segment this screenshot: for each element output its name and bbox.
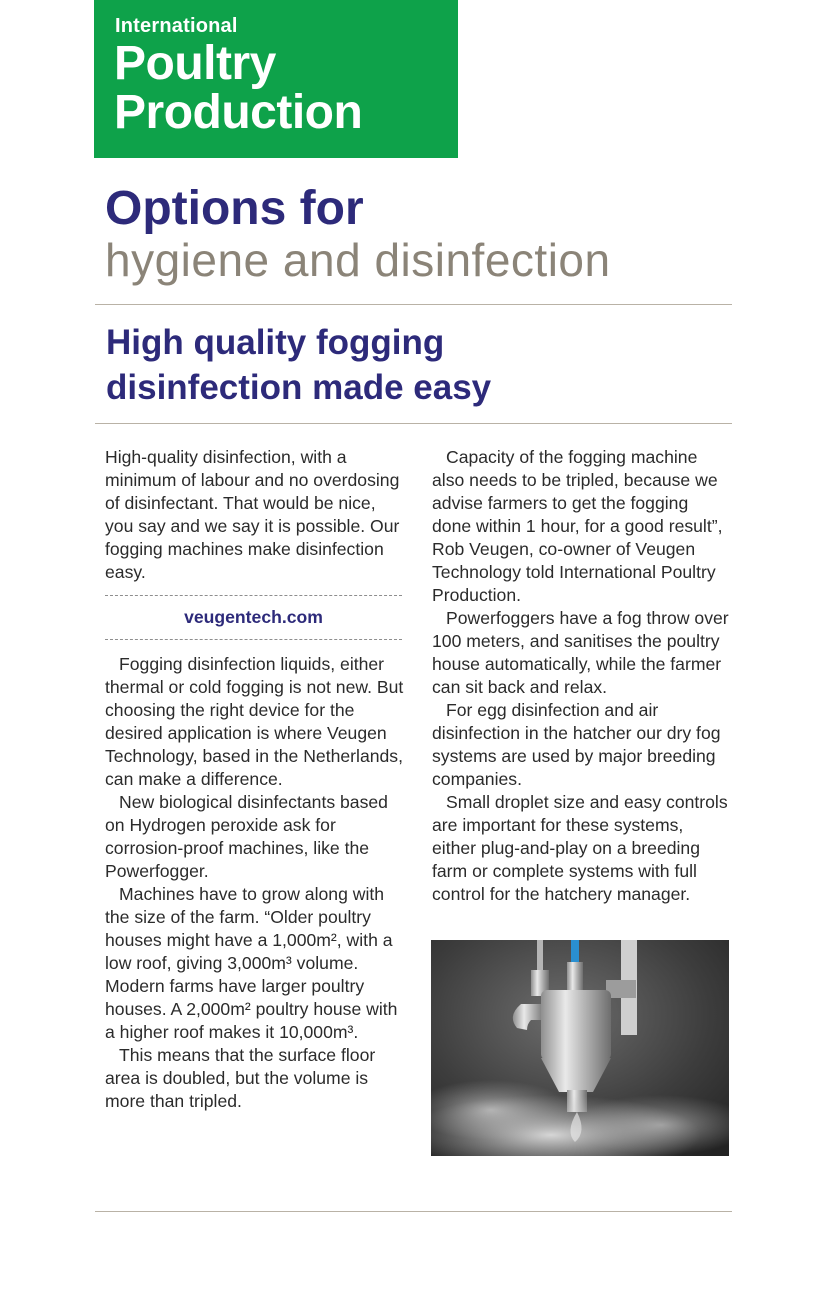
masthead-international: International xyxy=(115,15,238,37)
body-paragraph: Capacity of the fogging machine also needs to be tripled, because we advise farmers to get the fogging done within 1 hour, for a good result”, Rob Veugen, co-owner of Veugen Technology told International Poultry Production. xyxy=(432,447,723,605)
article-left-column xyxy=(105,653,405,1113)
body-paragraph: Powerfoggers have a fog throw over 100 meters, and sanitises the poultry house automatically, while the farmer can sit back and relax. xyxy=(432,608,729,697)
body-paragraph: New biological disinfectants based on Hydrogen peroxide ask for corrosion-proof machines, like the Powerfogger. xyxy=(105,792,388,881)
headline-divider xyxy=(95,423,732,424)
website-link[interactable]: veugentech.com xyxy=(184,607,323,627)
body-paragraph: Machines have to grow along with the size of the farm. “Older poultry houses might have a 1,000m², with a low roof, giving 3,000m³ volume. Modern farms have larger poultry houses. A 2,000m² poultry house with a higher roof makes it 10,000m³. xyxy=(105,884,398,1042)
section-title: Options for xyxy=(105,182,364,235)
masthead-production: Production xyxy=(114,86,363,139)
website-divider-top xyxy=(105,595,402,596)
body-paragraph: Fogging disinfection liquids, either thermal or cold fogging is not new. But choosing the right device for the desired application is where Veugen Technology, based in the Netherlands, can make a difference. xyxy=(105,654,404,789)
article-right-column xyxy=(432,446,732,906)
page-bottom-rule xyxy=(95,1211,732,1212)
body-paragraph: This means that the surface floor area is doubled, but the volume is more than tripled. xyxy=(105,1045,376,1111)
article-headline xyxy=(106,320,726,410)
headline-line-1: High quality fogging xyxy=(106,323,445,362)
website-divider-bottom xyxy=(105,639,402,640)
section-subtitle: hygiene and disinfection xyxy=(105,234,611,286)
section-divider xyxy=(95,304,732,305)
masthead-logo xyxy=(94,0,458,158)
headline-line-2: disinfection made easy xyxy=(106,368,492,407)
fogging-nozzle-photo xyxy=(431,940,729,1156)
body-paragraph: Small droplet size and easy controls are important for these systems, either plug-and-play on a breeding farm or complete systems with full control for the hatchery manager. xyxy=(432,792,728,904)
intro-paragraph: High-quality disinfection, with a minimum of labour and no overdosing of disinfectant. That would be nice, you say and we say it is possible. Our fogging machines make disinfection easy. xyxy=(105,447,400,582)
article-intro xyxy=(105,446,405,584)
body-paragraph: For egg disinfection and air disinfection in the hatcher our dry fog systems are used by major breeding companies. xyxy=(432,700,721,789)
masthead-poultry: Poultry xyxy=(114,37,276,90)
